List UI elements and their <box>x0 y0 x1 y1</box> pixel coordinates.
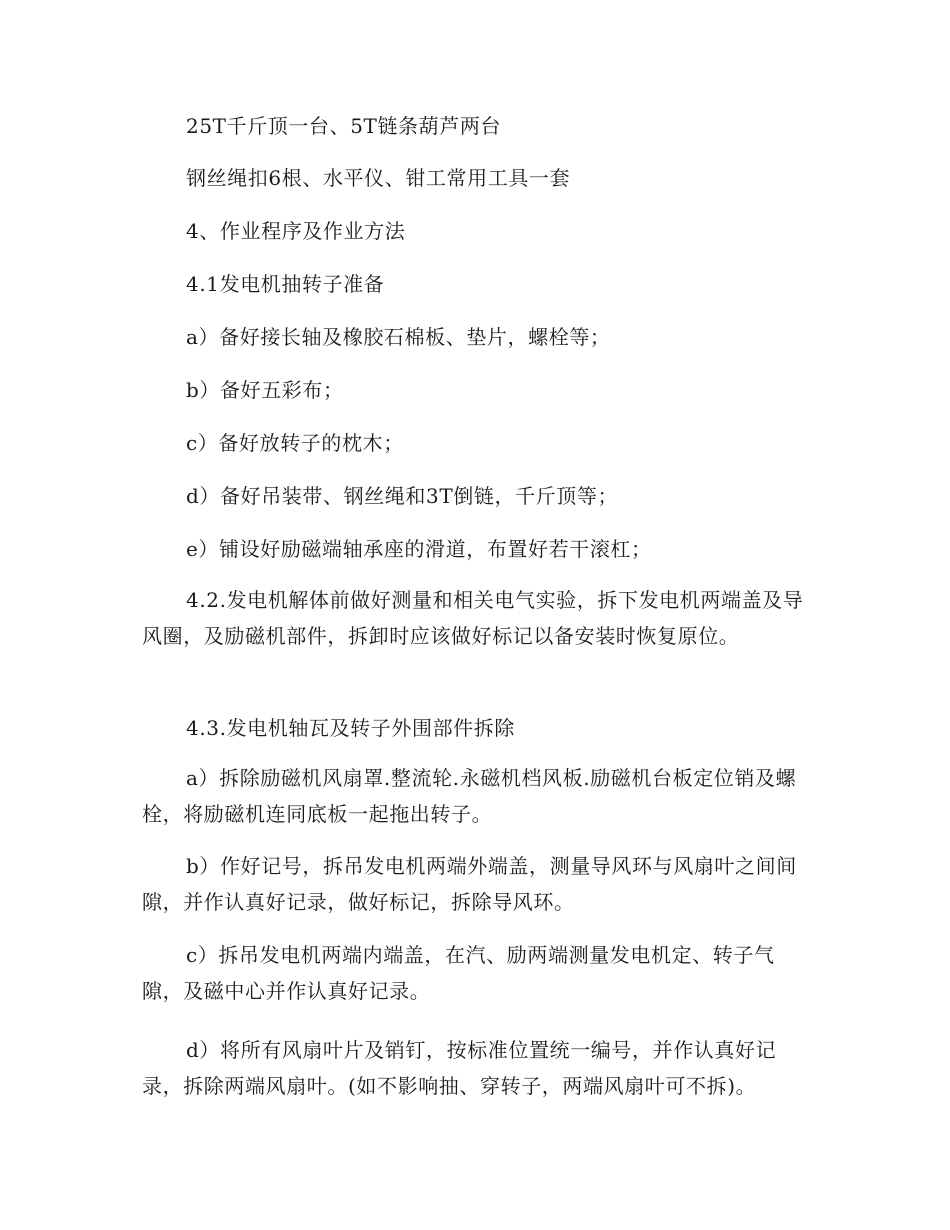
list-item-4-3-b: b）作好记号，拆吊发电机两端外端盖，测量导风环与风扇叶之间间隙，并作认真好记录，做好标记，拆除导风环。 <box>142 854 797 914</box>
list-item-4-1-a: a）备好接长轴及橡胶石棉板、垫片，螺栓等； <box>186 325 611 349</box>
list-item-4-3-c: c）拆吊发电机两端内端盖，在汽、励两端测量发电机定、转子气隙，及磁中心并作认真好记录。 <box>142 943 775 1003</box>
section-heading-4: 4、作业程序及作业方法 <box>186 219 406 243</box>
list-item-4-3-d: d）将所有风扇叶片及销钉，按标准位置统一编号，并作认真好记录，拆除两端风扇叶。(如不影响抽、穿转子，两端风扇叶可不拆)。 <box>142 1038 777 1098</box>
subsection-heading-4-1: 4.1发电机抽转子准备 <box>186 272 385 296</box>
list-item-4-1-b: b）备好五彩布； <box>186 378 344 402</box>
list-item-4-1-d: d）备好吊装带、钢丝绳和3T倒链，千斤顶等； <box>186 484 619 508</box>
subsection-heading-4-3: 4.3.发电机轴瓦及转子外围部件拆除 <box>186 716 515 740</box>
list-item-4-3-a: a）拆除励磁机风扇罩.整流轮.永磁机档风板.励磁机台板定位销及螺栓，将励磁机连同底板一起拖出转子。 <box>142 766 797 826</box>
paragraph-4-2: 4.2.发电机解体前做好测量和相关电气实验，拆下发电机两端盖及导风圈，及励磁机部件，拆卸时应该做好标记以备安装时恢复原位。 <box>142 588 804 648</box>
list-item-4-1-c: c）备好放转子的枕木； <box>186 431 404 455</box>
paragraph-tools-1: 25T千斤顶一台、5T链条葫芦两台 <box>186 114 502 138</box>
list-item-4-1-e: e）铺设好励磁端轴承座的滑道，布置好若干滚杠； <box>186 537 652 561</box>
paragraph-tools-2: 钢丝绳扣6根、水平仪、钳工常用工具一套 <box>186 166 571 190</box>
